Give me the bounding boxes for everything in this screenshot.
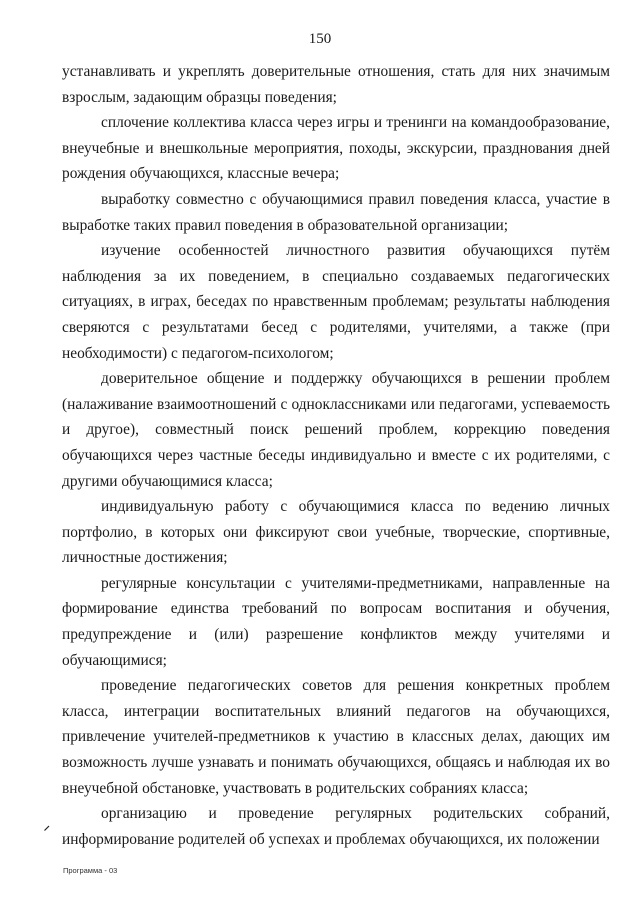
paragraph: изучение особенностей личностного развития обучающихся путём наблюдения за их поведением, в специально создаваемых педагогических ситуациях, в играх, беседах по нравственным проблемам; результаты наблюдения сверяются с результатами бесед с родителями, учителями, а также (при необходимости) с педагогом-психологом; [62, 242, 610, 362]
paragraph: организацию и проведение регулярных родительских собраний, информирование родителей об успехах и проблемах обучающихся, их положении [62, 805, 610, 848]
paragraph: регулярные консультации с учителями-предметниками, направленные на формирование единства требований по вопросам воспитания и обучения, предупреждение и (или) разрешение конфликтов между учителями и обучающимися; [62, 574, 610, 669]
margin-mark-icon [44, 825, 50, 831]
footer-label: Программа - 03 [63, 866, 118, 875]
paragraph: сплочение коллектива класса через игры и тренинги на командообразование, внеучебные и внешкольные мероприятия, походы, экскурсии, празднования дней рождения обучающихся, классные вечера; [62, 114, 610, 183]
paragraph: доверительное общение и поддержку обучающихся в решении проблем (налаживание взаимоотношений с одноклассниками или педагогами, успеваемость и другое), совместный поиск решений проблем, коррекцию поведения обучающихся через частные беседы индивидуально и вместе с их родителями, с другими обучающимися класса; [62, 370, 610, 490]
body-text [62, 59, 610, 852]
paragraph: устанавливать и укреплять доверительные отношения, стать для них значимым взрослым, задающим образцы поведения; [62, 63, 610, 106]
paragraph: индивидуальную работу с обучающимися класса по ведению личных портфолио, в которых они фиксируют свои учебные, творческие, спортивные, личностные достижения; [62, 498, 610, 567]
paragraph: проведение педагогических советов для решения конкретных проблем класса, интеграции воспитательных влияний педагогов на обучающихся, привлечение учителей-предметников к участию в классных делах, дающих им возможность лучше узнавать и понимать обучающихся, общаясь и наблюдая их во внеучебной обстановке, участвовать в родительских собраниях класса; [62, 677, 610, 797]
page-number: 150 [308, 31, 332, 47]
paragraph: выработку совместно с обучающимися правил поведения класса, участие в выработке таких правил поведения в образовательной организации; [62, 190, 610, 234]
